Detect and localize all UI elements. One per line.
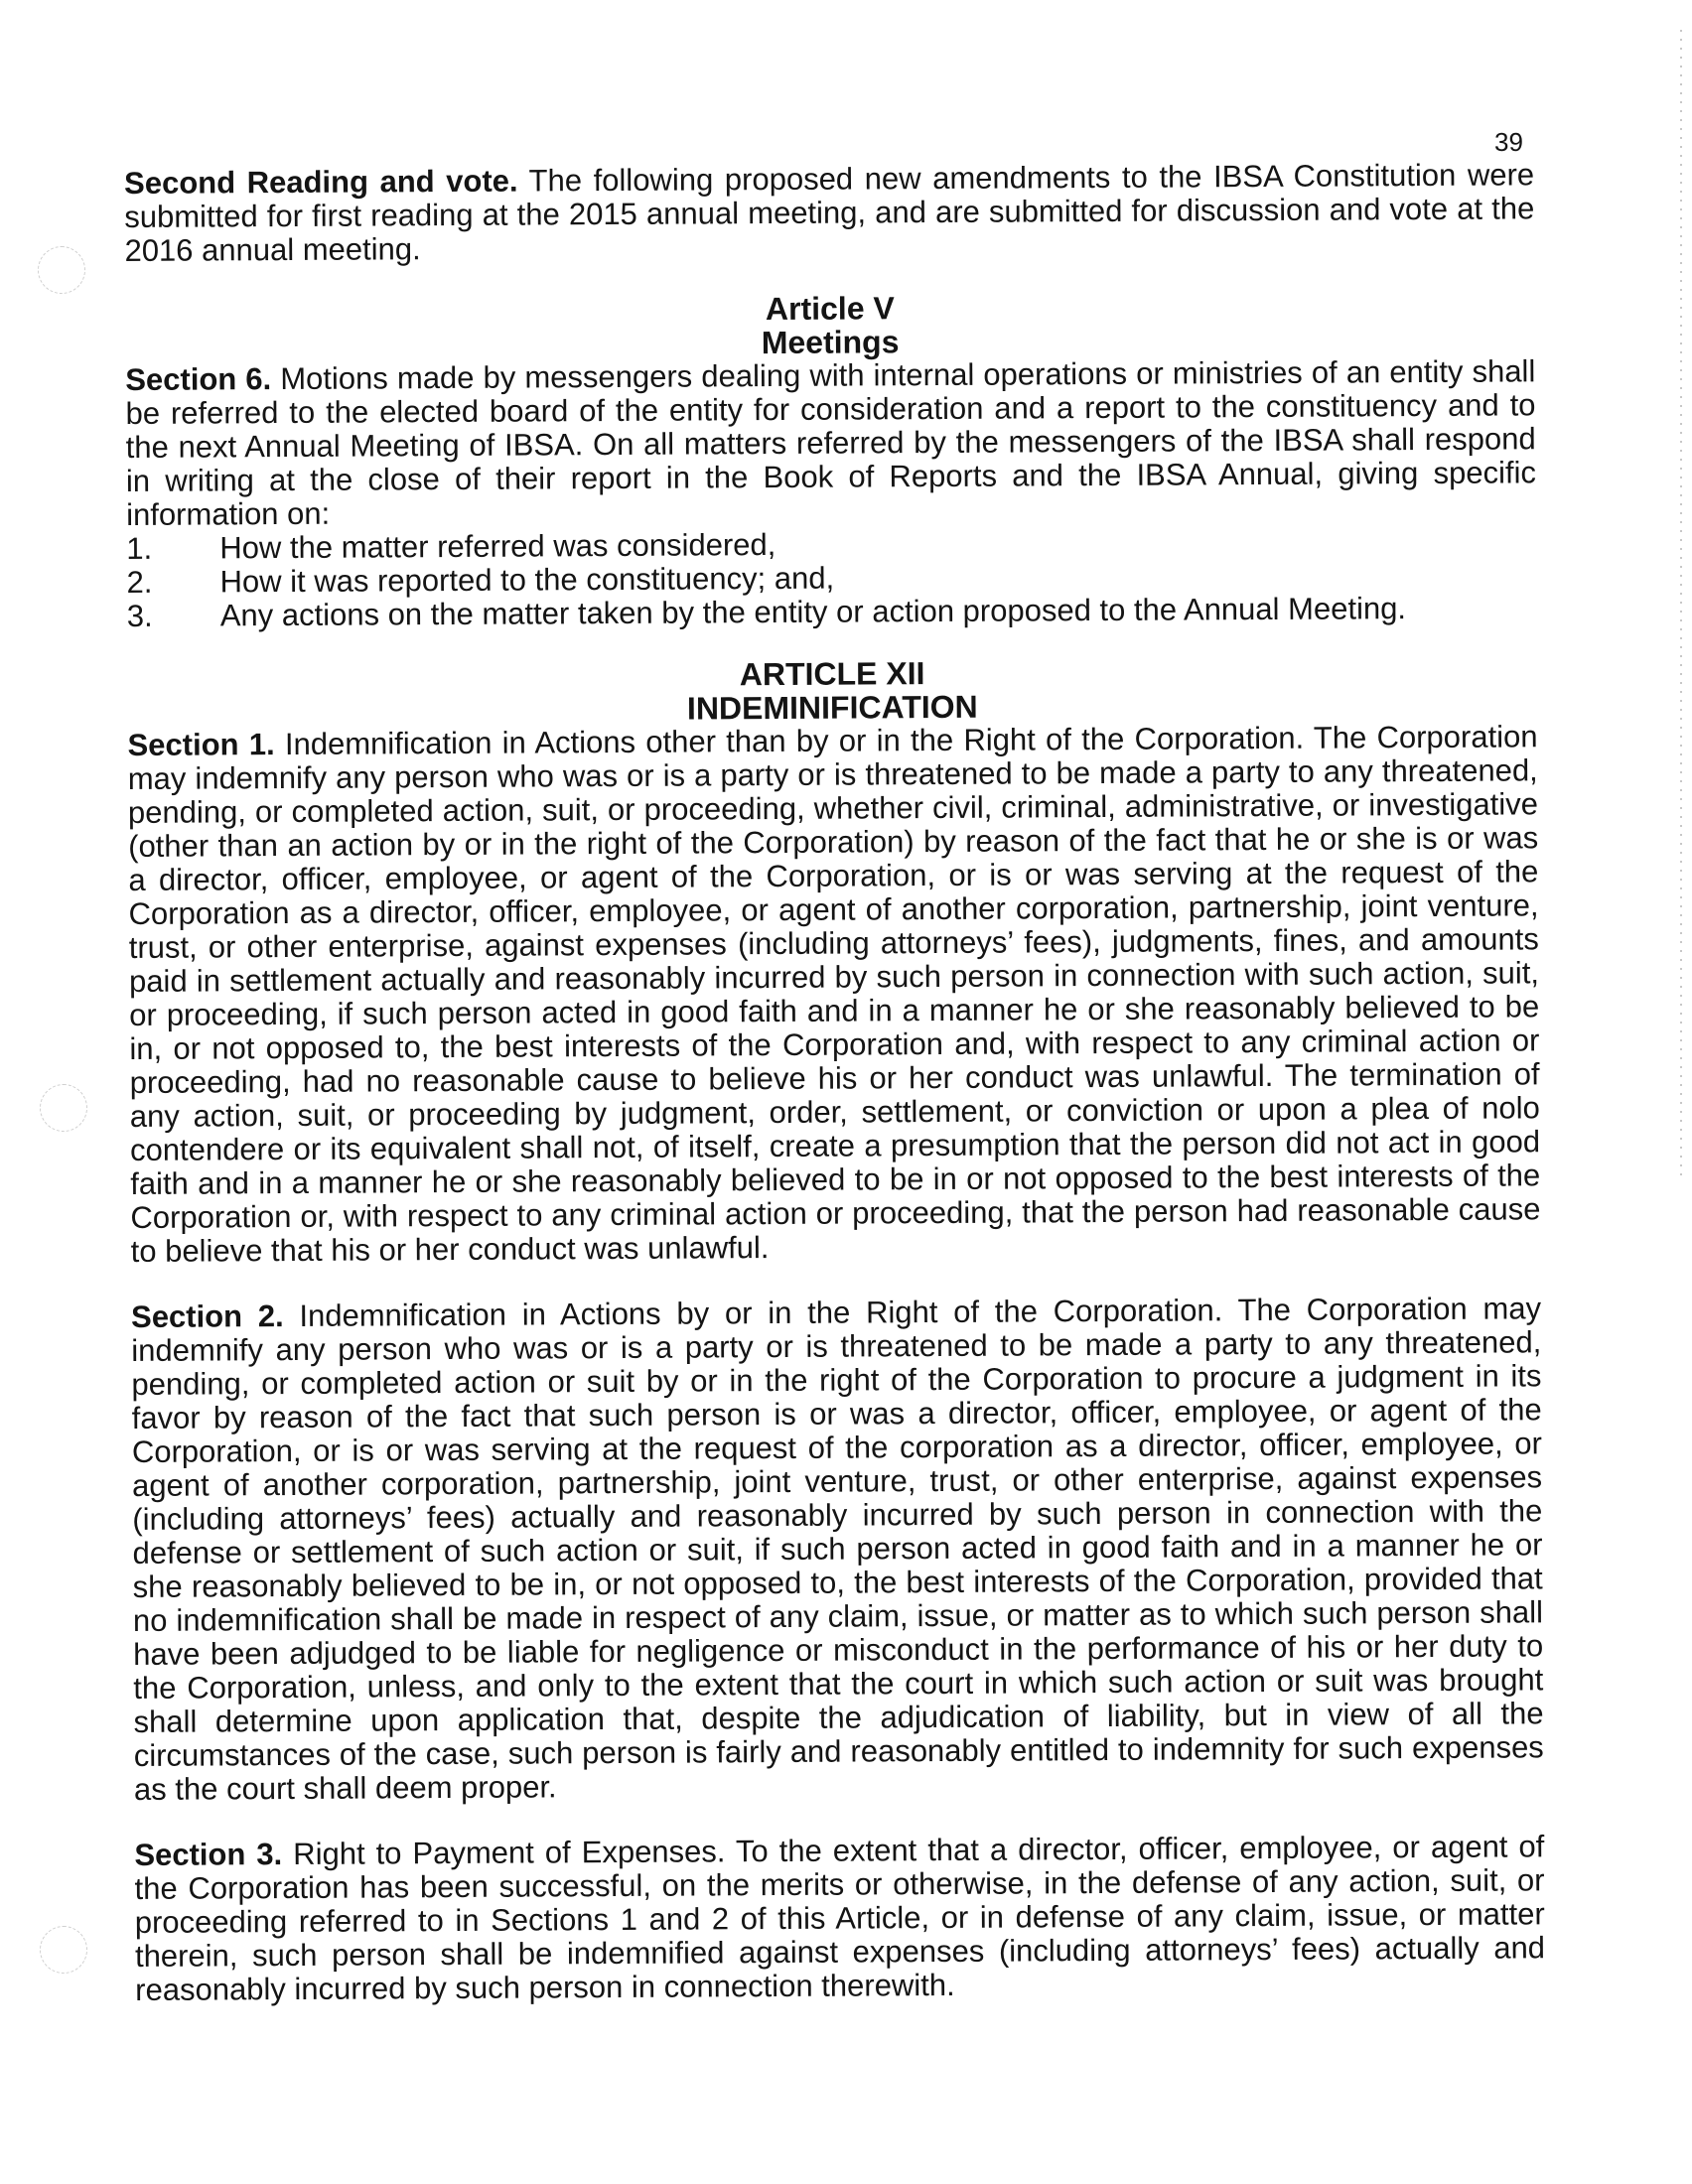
numbered-list [126,523,1537,633]
punch-hole-top [38,246,85,294]
list-item-text: How the matter referred was considered, [219,526,776,566]
article-xii-title: ARTICLE XII [739,655,925,693]
intro-paragraph [124,158,1535,268]
intro-text: The following proposed new amendments to the IBSA Constitution were submitted for first reading at the 2015 annual meeting, and are submitted for discussion and vote at the 2016 annual meeting. [124,157,1535,268]
section-6-lead: Section 6. [125,361,272,397]
section-2-text: Indemnification in Actions by or in the Right of the Corporation. The Corporation may indemnify any person who was or is a party or is threatened to be made a party to any threatened, pending, or completed action or suit by or in the right of the Corporation to procure a judgment in its favor by reason of the fact that such person is or was a director, officer, employee, or agent of the Corporation, or is or was serving at the request of the corporation as a director, officer, employee, or agent of another corporation, partnership, joint venture, trust, or other enterprise, against expenses (including attorneys’ fees) actually and reasonably incurred by such person in connection with the defense or settlement of such action or suit, if such person acted in good faith and in a manner he or she reasonably believed to be in, or not opposed to, the best interests of the Corporation, provided that no indemnification shall be made in respect of any claim, issue, or matter as to which such person shall have been adjudged to be liable for negligence or misconduct in the performance of his or her duty to the Corporation, unless, and only to the extent that the court in which such action or suit was brought shall determine upon application that, despite the adjudication of liability, but in view of all the circumstances of the case, such person is fairly and reasonably entitled to indemnity for such expenses as the court shall deem proper. [131,1291,1544,1807]
punch-hole-middle [40,1084,87,1132]
list-item-text: How it was reported to the constituency; and, [219,560,835,600]
section-2-paragraph [131,1292,1544,1807]
section-6-text: Motions made by messengers dealing with internal operations or ministries of an entity shall be referred to the elected board of the entity for consideration and a report to the constituency and to the next Annual Meeting of IBSA. On all matters referred by the messengers of the IBSA shall respond in writing at the close of their report in the Book of Reports and the IBSA Annual, giving specific information on: [125,353,1537,532]
document-body [124,158,1545,2007]
scan-edge-marks [1680,30,1682,1181]
intro-lead: Second Reading and vote. [123,163,518,201]
list-item-number: 1. [126,530,153,566]
section-2-lead: Section 2. [130,1298,284,1334]
section-1-paragraph [127,720,1540,1269]
punch-hole-bottom [40,1926,87,1974]
list-item-number: 3. [126,598,153,633]
list-item-number: 2. [126,564,153,600]
article-v-subtitle: Meetings [761,324,900,361]
section-1-text: Indemnification in Actions other than by or in the Right of the Corporation. The Corporation may indemnify any person who was or is a party or is threatened to be made a party to any threatened, pending, or completed action, suit, or proceeding, whether civil, criminal, administrative, or investigative (other than an action by or in the right of the Corporation) by reason of the fact that he or she is or was a director, officer, employee, or agent of the Corporation, or is or was serving at the request of the Corporation as a director, officer, employee, or agent of another corporation, partnership, joint venture, trust, or other enterprise, against expenses (including attorneys’ fees), judgments, fines, and amounts paid in settlement actually and reasonably incurred by such person in connection with such action, suit, or proceeding, if such person acted in good faith and in a manner he or she reasonably believed to be in, or not opposed to, the best interests of the Corporation and, with respect to any criminal action or proceeding, had no reasonable cause to believe his or her conduct was unlawful. The termination of any action, suit, or proceeding by judgment, order, settlement, or conviction or upon a plea of nolo contendere or its equivalent shall not, of itself, create a presumption that the person did not act in good faith and in a manner he or she reasonably believed to be in or not opposed to the best interests of the Corporation or, with respect to any criminal action or proceeding, that the person had reasonable cause to believe that his or her conduct was unlawful. [127,719,1541,1269]
section-3-lead: Section 3. [134,1837,283,1872]
section-6-paragraph [125,354,1536,532]
article-v-title: Article V [765,290,895,328]
section-3-text: Right to Payment of Expenses. To the extent that a director, officer, employee, or agent of the Corporation has been successful, on the merits or otherwise, in the defense of any action, suit, or proceeding referred to in Sections 1 and 2 of this Article, or in defense of any claim, issue, or matter therein, such person shall be indemnified against expenses (including attorneys’ fees) actually and reasonably incurred by such person in connection therewith. [134,1829,1546,2007]
article-xii-subtitle: INDEMINIFICATION [686,688,978,727]
section-3-paragraph [134,1830,1545,2007]
list-item-text: Any actions on the matter taken by the entity or action proposed to the Annual Meeting. [219,591,1407,633]
section-1-lead: Section 1. [127,727,275,762]
page-number: 39 [1494,127,1523,157]
